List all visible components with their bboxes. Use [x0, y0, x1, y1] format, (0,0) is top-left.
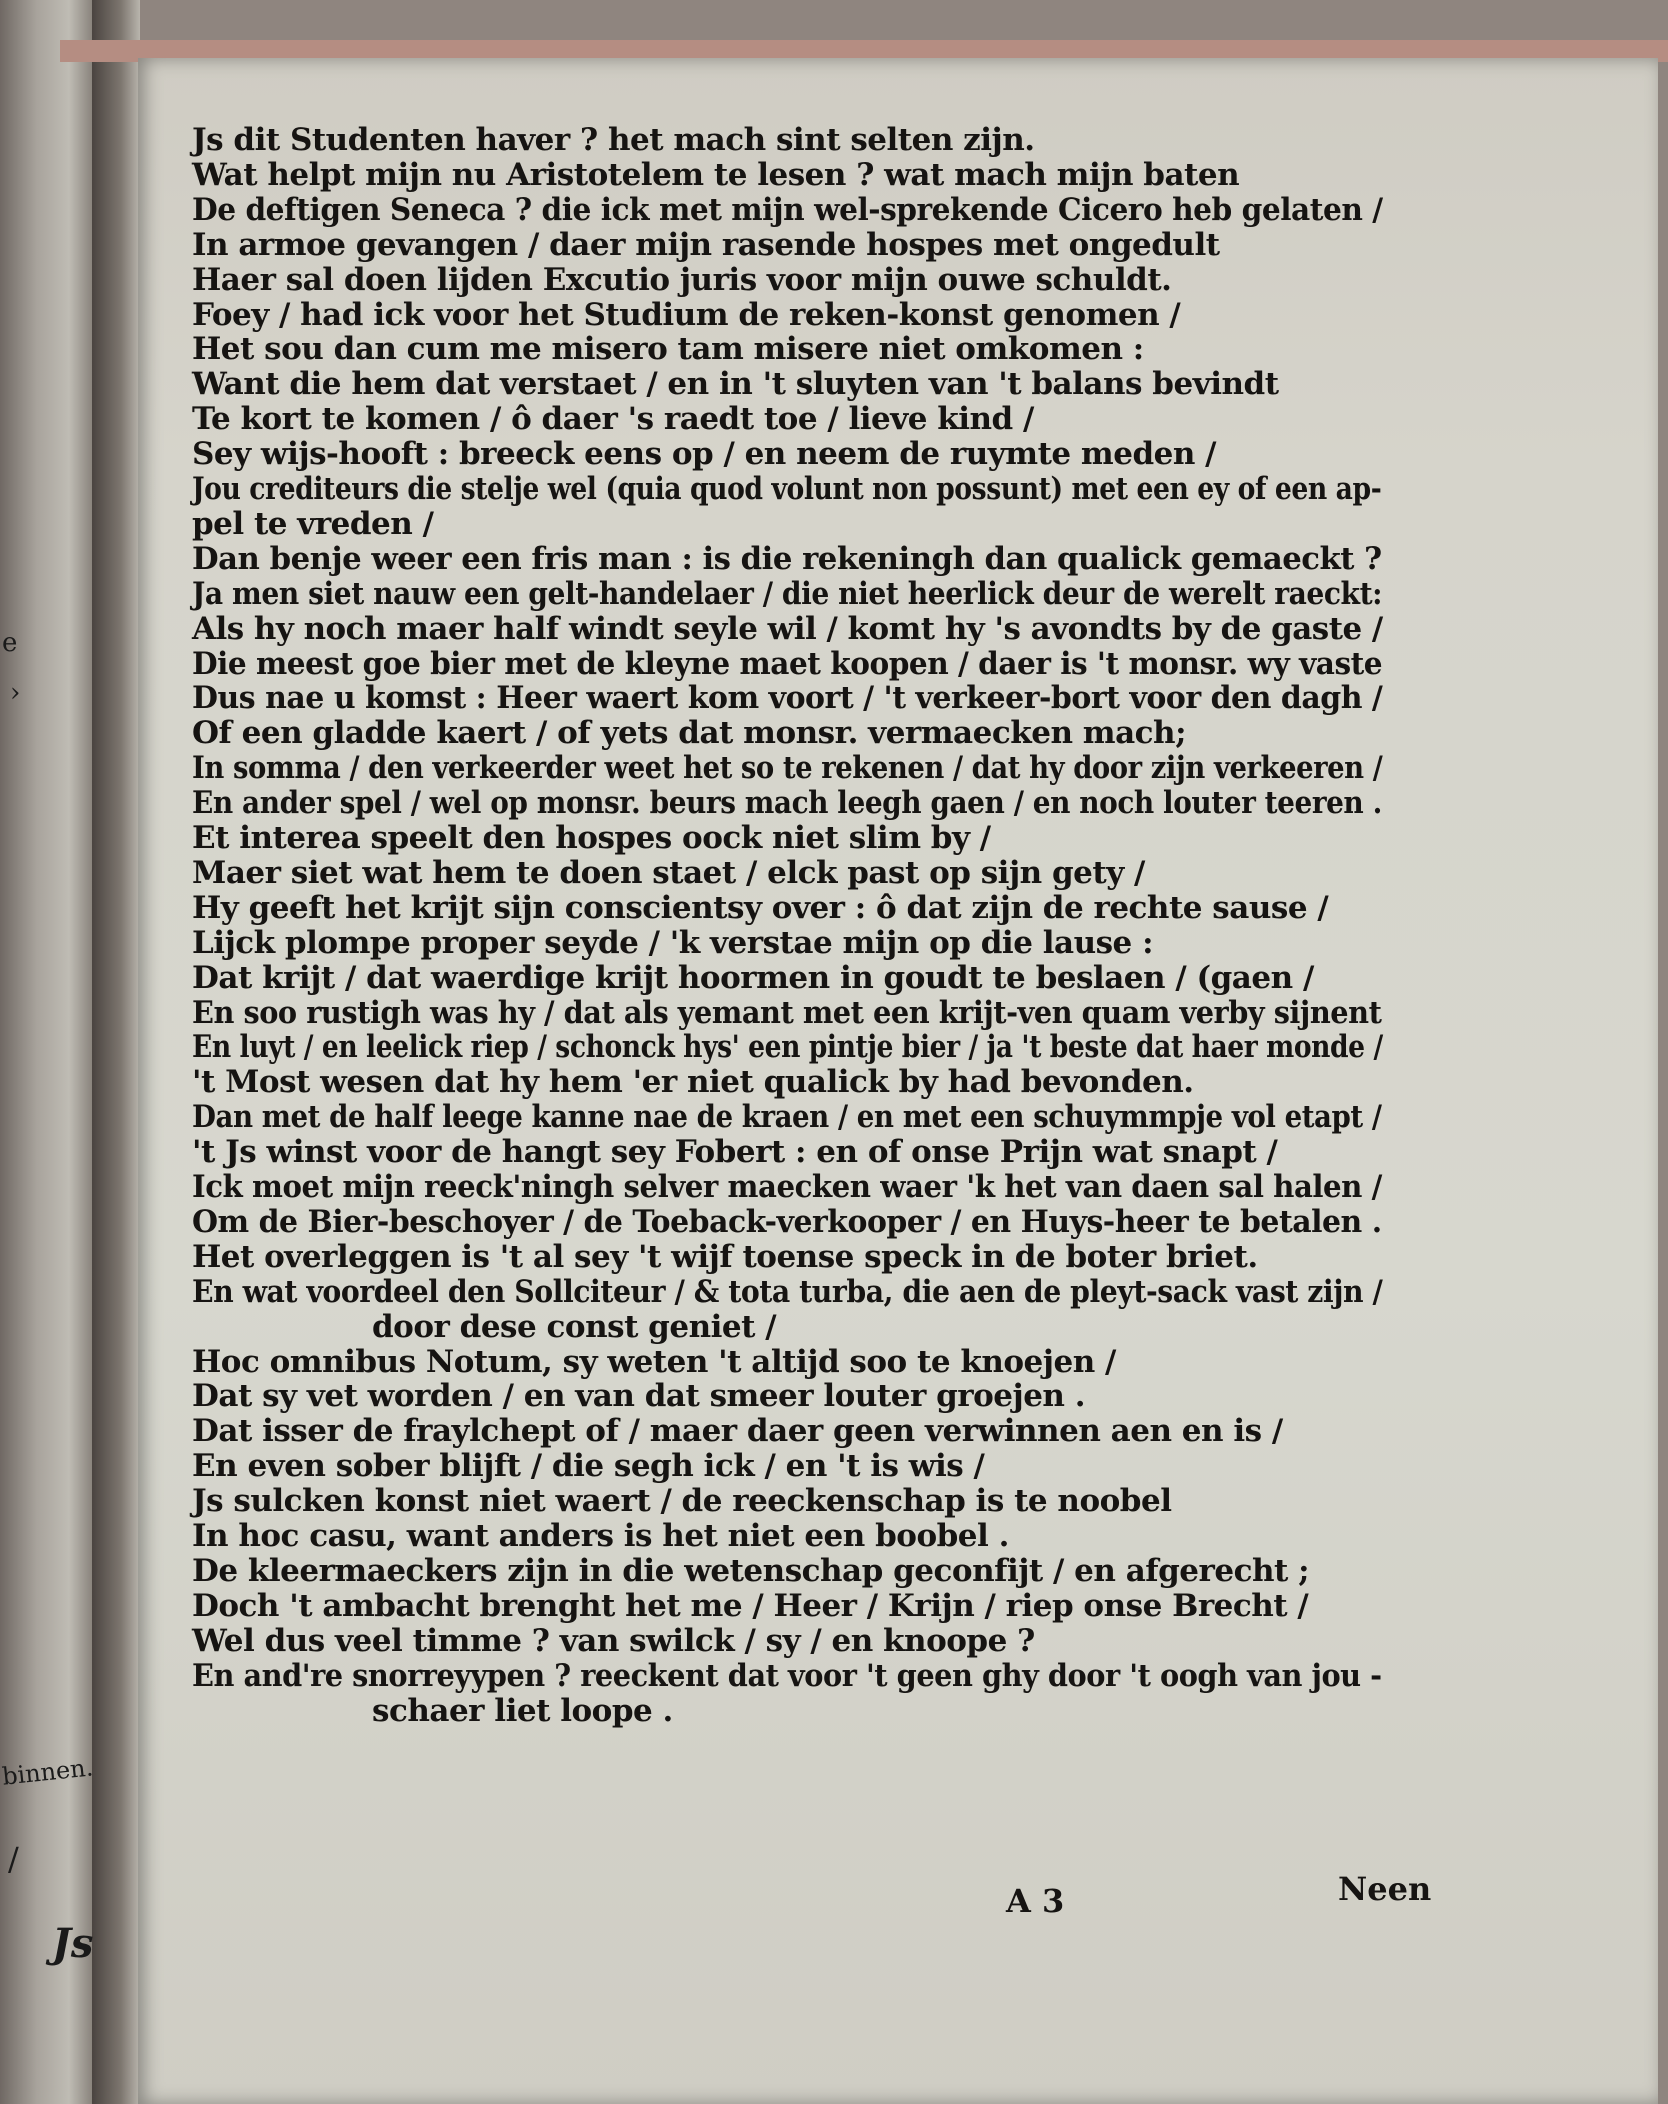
text-line: Ja men siet nauw een gelt-handelaer / die niet heerlick deur de werelt raeckt:: [192, 575, 1383, 612]
text-line: Dan met de half leege kanne nae de kraen / en met een schuymmpje vol etapt /: [192, 1099, 1382, 1136]
text-line: En even sober blijft / die segh ick / en 't is wis /: [192, 1448, 985, 1485]
text-line: Js dit Studenten haver ? het mach sint selten zijn.: [192, 122, 1035, 158]
previous-page-fragment: binnen.: [0, 1753, 95, 1791]
text-line: Hoc omnibus Notum, sy weten 't altijd soo te knoejen /: [192, 1343, 1116, 1380]
text-line: Dan benje weer een fris man : is die rekeningh dan qualick gemaeckt ?: [192, 540, 1382, 577]
previous-page-fragment: ›: [10, 678, 21, 708]
text-line: pel te vreden /: [192, 505, 434, 542]
text-line: De kleermaeckers zijn in die wetenschap geconfijt / en afgerecht ;: [192, 1552, 1310, 1589]
previous-page-fragment: e: [2, 628, 18, 658]
previous-page-catchword: Js: [52, 1920, 94, 1967]
book-gutter: [92, 0, 140, 2104]
text-line: En ander spel / wel op monsr. beurs mach leegh gaen / en noch louter teeren .: [192, 785, 1382, 822]
text-line: Die meest goe bier met de kleyne maet koopen / daer is 't monsr. wy vaste: [192, 645, 1383, 682]
text-line: door dese const geniet /: [372, 1308, 777, 1345]
text-line: Sey wijs-hooft : breeck eens op / en neem de ruymte meden /: [192, 436, 1217, 473]
text-line: Of een gladde kaert / of yets dat monsr. vermaecken mach;: [192, 715, 1187, 752]
text-line: Dat krijt / dat waerdige krijt hoormen in goudt te beslaen / (gaen /: [192, 959, 1314, 996]
text-line: Wat helpt mijn nu Aristotelem te lesen ? wat mach mijn baten: [192, 156, 1240, 193]
text-line: Dat sy vet worden / en van dat smeer louter groejen .: [192, 1378, 1086, 1415]
text-line: Foey / had ick voor het Studium de reken-konst genomen /: [192, 296, 1181, 333]
text-line: Het overleggen is 't al sey 't wijf toense speck in de boter briet.: [192, 1238, 1258, 1275]
catchword: Neen: [1338, 1870, 1432, 1908]
text-line: Maer siet wat hem te doen staet / elck past op sijn gety /: [192, 854, 1145, 891]
text-line: Het sou dan cum me misero tam misere niet omkomen :: [192, 331, 1144, 368]
text-line: Ick moet mijn reeck'ningh selver maecken waer 'k het van daen sal halen /: [192, 1169, 1382, 1205]
text-line: De deftigen Seneca ? die ick met mijn wel-sprekende Cicero heb gelaten /: [192, 191, 1383, 228]
text-line: Wel dus veel timme ? van swilck / sy / en knoope ?: [192, 1622, 1035, 1659]
text-line: Als hy noch maer half windt seyle wil / komt hy 's avondts by de gaste /: [192, 610, 1383, 647]
text-line: In somma / den verkeerder weet het so te rekenen / dat hy door zijn verkeeren /: [192, 750, 1383, 787]
text-line: Hy geeft het krijt sijn conscientsy over : ô dat zijn de rechte sause /: [192, 889, 1329, 926]
signature-mark: A 3: [1006, 1882, 1065, 1920]
text-line: Om de Bier-beschoyer / de Toeback-verkooper / en Huys-heer te betalen .: [192, 1203, 1382, 1240]
text-line: Lijck plompe proper seyde / 'k verstae mijn op die lause :: [192, 924, 1154, 961]
text-line: Js sulcken konst niet waert / de reeckenschap is te noobel: [192, 1483, 1172, 1520]
text-line: En and're snorreyypen ? reeckent dat voor 't geen ghy door 't oogh van jou -: [192, 1657, 1382, 1694]
text-line: Dus nae u komst : Heer waert kom voort / 't verkeer-bort voor den dagh /: [192, 680, 1383, 717]
text-line: Dat isser de fraylchept of / maer daer geen verwinnen aen en is /: [192, 1413, 1283, 1450]
text-line: En wat voordeel den Sollciteur / & tota turba, die aen de pleyt-sack vast zijn /: [192, 1273, 1383, 1310]
text-line: En soo rustigh was hy / dat als yemant met een krijt-ven quam verby sijnent: [192, 994, 1382, 1031]
text-line: 't Most wesen dat hy hem 'er niet qualick by had bevonden.: [192, 1064, 1194, 1101]
text-line: Et interea speelt den hospes oock niet slim by /: [192, 820, 991, 856]
text-line: 't Js winst voor de hangt sey Fobert : en of onse Prijn wat snapt /: [192, 1134, 1278, 1171]
text-line: In hoc casu, want anders is het niet een boobel .: [192, 1518, 1009, 1554]
text-line: schaer liet loope .: [372, 1692, 673, 1729]
text-line: En luyt / en leelick riep / schonck hys' een pintje bier / ja 't beste dat haer monde /: [192, 1029, 1383, 1066]
text-line: Doch 't ambacht brenght het me / Heer / Krijn / riep onse Brecht /: [192, 1587, 1309, 1624]
text-line: In armoe gevangen / daer mijn rasende hospes met ongedult: [192, 226, 1220, 263]
text-line: Te kort te komen / ô daer 's raedt toe / lieve kind /: [192, 401, 1034, 438]
text-line: Haer sal doen lijden Excutio juris voor mijn ouwe schuldt.: [192, 261, 1172, 298]
previous-page-fragment: /: [8, 1840, 19, 1878]
text-line: Want die hem dat verstaet / en in 't sluyten van 't balans bevindt: [192, 366, 1279, 403]
text-line: Jou crediteurs die stelje wel (quia quod volunt non possunt) met een ey of een ap-: [192, 471, 1382, 507]
